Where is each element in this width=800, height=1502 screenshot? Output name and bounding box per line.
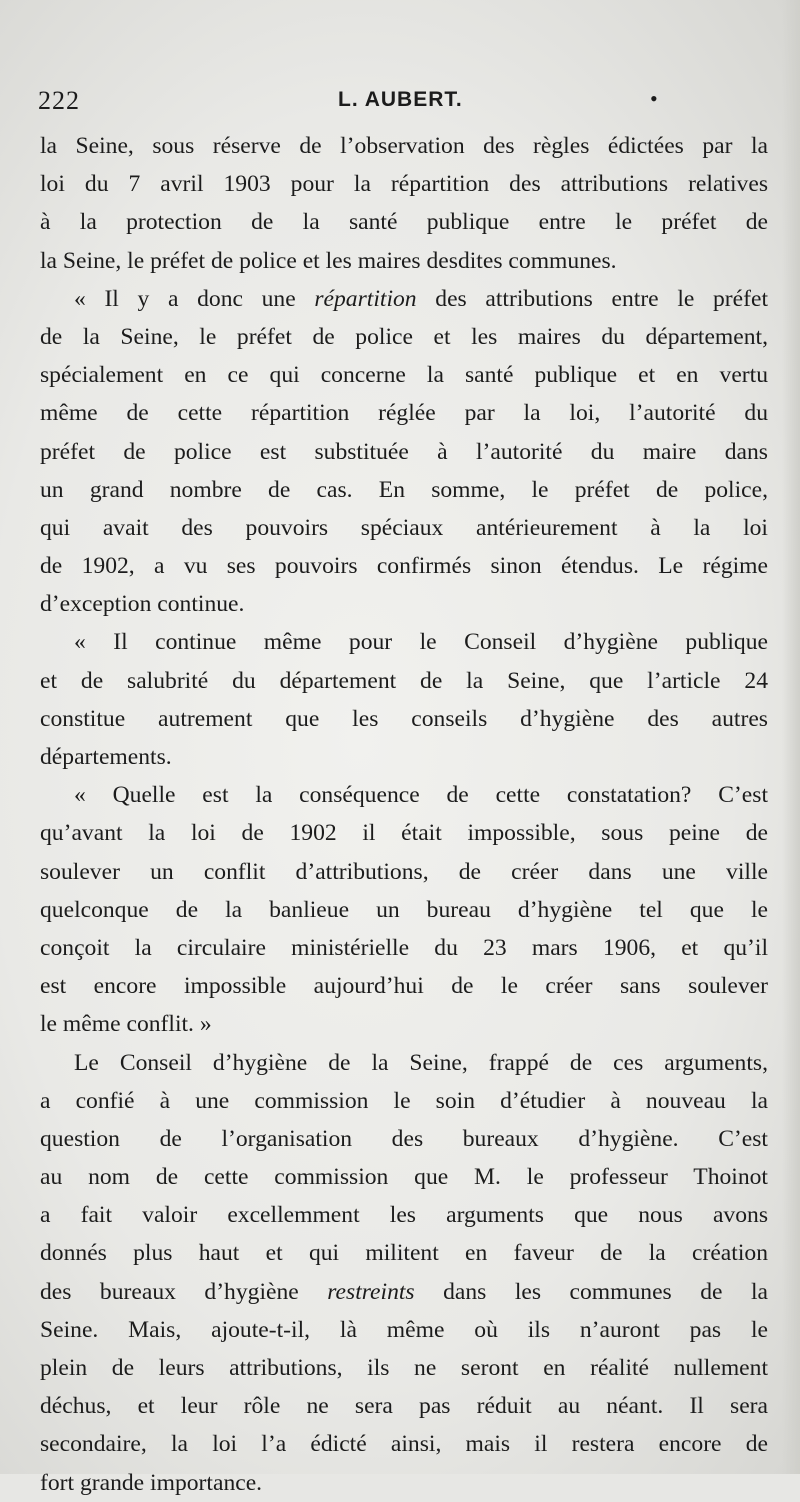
text-line	[40, 1234, 768, 1272]
text-segment: quelconque de la banlieue un bureau d’hygiène tel que le	[40, 896, 768, 923]
text-segment: « Quelle est la conséquence de cette constatation? C’est	[74, 782, 768, 809]
text-segment: Seine. Mais, ajoute-t-il, là même où ils n’auront pas le	[40, 1316, 768, 1343]
body-text	[40, 127, 768, 1502]
text-segment: même de cette répartition réglée par la loi, l’autorité du	[40, 400, 768, 427]
text-line	[40, 776, 768, 814]
italic-text: répartition	[314, 285, 417, 312]
text-line	[40, 433, 768, 471]
text-line	[40, 967, 768, 1005]
text-segment: des bureaux d’hygiène	[40, 1278, 328, 1305]
text-segment: qui avait des pouvoirs spéciaux antérieurement à la loi	[40, 514, 768, 541]
text-segment: constitue autrement que les conseils d’hygiène des autres	[40, 705, 768, 732]
text-line	[40, 509, 768, 547]
text-line	[40, 203, 768, 241]
text-line	[40, 1273, 768, 1311]
text-line	[40, 242, 768, 280]
text-segment: des attributions entre le préfet	[416, 285, 769, 312]
text-line	[40, 394, 768, 432]
text-segment: déchus, et leur rôle ne sera pas réduit au néant. Il sera	[40, 1393, 768, 1420]
text-segment: dans les communes de la	[414, 1278, 769, 1305]
text-line	[40, 1005, 768, 1043]
header-mark: •	[650, 86, 658, 111]
text-segment: la Seine, sous réserve de l’observation des règles édictées par la	[40, 133, 768, 159]
text-segment: Le Conseil d’hygiène de la Seine, frappé de ces arguments,	[74, 1049, 768, 1076]
text-segment: donnés plus haut et qui militent en faveur de la création	[40, 1240, 768, 1267]
text-segment: un grand nombre de cas. En somme, le préfet de police,	[40, 476, 768, 503]
italic-text: restreints	[327, 1278, 415, 1305]
text-line	[40, 891, 768, 929]
page-gutter-shadow	[782, 0, 800, 1474]
text-segment: « Il continue même pour le Conseil d’hygiène publique	[74, 629, 768, 656]
text-line	[40, 165, 768, 203]
text-segment: la Seine, le préfet de police et les maires desdites communes.	[40, 247, 617, 274]
text-line	[40, 1387, 768, 1425]
text-segment: qu’avant la loi de 1902 il était impossible, sous peine de	[40, 820, 768, 847]
text-segment: question de l’organisation des bureaux d’hygiène. C’est	[40, 1125, 768, 1152]
text-line	[40, 471, 768, 509]
text-segment: le même conflit. »	[40, 1011, 212, 1038]
text-segment: préfet de police est substituée à l’autorité du maire dans	[40, 438, 768, 465]
text-line	[40, 585, 768, 623]
text-line	[40, 662, 768, 700]
text-segment: est encore impossible aujourd’hui de le créer sans soulever	[40, 973, 768, 1000]
text-segment: « Il y a donc une	[74, 285, 315, 312]
text-segment: départements.	[40, 744, 172, 770]
text-line	[40, 1425, 768, 1463]
text-line	[40, 1044, 768, 1082]
text-segment: conçoit la circulaire ministérielle du 23 mars 1906, et qu’il	[40, 934, 768, 961]
text-segment: de 1902, a vu ses pouvoirs confirmés sinon étendus. Le régime	[40, 553, 768, 580]
text-segment: a fait valoir excellemment les arguments que nous avons	[40, 1202, 768, 1229]
text-line	[40, 929, 768, 967]
text-line	[40, 280, 768, 318]
text-segment: soulever un conflit d’attributions, de créer dans une ville	[40, 858, 768, 885]
text-line	[40, 127, 768, 165]
text-line	[40, 318, 768, 356]
text-segment: et de salubrité du département de la Seine, que l’article 24	[40, 667, 768, 694]
text-line	[40, 547, 768, 585]
text-segment: plein de leurs attributions, ils ne seront en réalité nullement	[40, 1355, 768, 1381]
text-line	[40, 1120, 768, 1158]
text-line	[40, 1349, 768, 1387]
text-line	[40, 1311, 768, 1349]
text-segment: au nom de cette commission que M. le professeur Thoinot	[40, 1164, 768, 1191]
page-header	[38, 86, 778, 126]
running-head: L. AUBERT.	[338, 88, 463, 111]
text-segment: loi du 7 avril 1903 pour la répartition des attributions relatives	[40, 171, 768, 198]
text-line	[40, 1196, 768, 1234]
text-segment: spécialement en ce qui concerne la santé publique et en vertu	[40, 362, 768, 389]
text-line	[40, 814, 768, 852]
text-line	[40, 1464, 768, 1502]
text-line	[40, 738, 768, 776]
text-segment: secondaire, la loi l’a édicté ainsi, mais il restera encore de	[40, 1431, 768, 1458]
text-segment: a confié à une commission le soin d’étudier à nouveau la	[40, 1087, 768, 1114]
text-line	[40, 700, 768, 738]
text-segment: fort grande importance.	[40, 1469, 263, 1496]
text-segment: d’exception continue.	[40, 591, 245, 618]
page-number: 222	[38, 86, 80, 115]
text-line	[40, 1082, 768, 1120]
text-line	[40, 356, 768, 394]
text-segment: à la protection de la santé publique entre le préfet de	[40, 209, 768, 236]
text-line	[40, 623, 768, 661]
text-segment: de la Seine, le préfet de police et les maires du département,	[40, 323, 768, 350]
text-line	[40, 853, 768, 891]
text-line	[40, 1158, 768, 1196]
